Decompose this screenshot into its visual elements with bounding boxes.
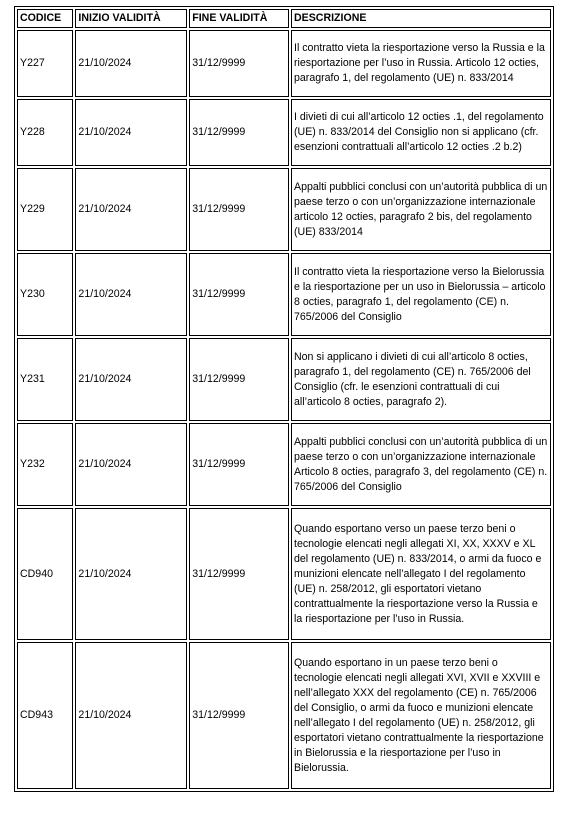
cell-start: 21/10/2024 bbox=[75, 30, 187, 97]
cell-start: 21/10/2024 bbox=[75, 168, 187, 251]
table-row bbox=[17, 168, 551, 251]
table-row bbox=[17, 253, 551, 336]
cell-description: Il contratto vieta la riesportazione verso la Bielorussia e la riesportazione per un uso in Bielorussia – articolo 8 octies, paragrafo 1, del regolamento (CE) n. 765/2006 del Consiglio bbox=[291, 253, 551, 336]
header-code: CODICE bbox=[17, 9, 73, 28]
cell-end: 31/12/9999 bbox=[189, 423, 289, 506]
cell-end: 31/12/9999 bbox=[189, 99, 289, 166]
cell-start: 21/10/2024 bbox=[75, 508, 187, 640]
cell-end: 31/12/9999 bbox=[189, 508, 289, 640]
cell-start: 21/10/2024 bbox=[75, 253, 187, 336]
cell-code: Y227 bbox=[17, 30, 73, 97]
cell-description: Quando esportano verso un paese terzo beni o tecnologie elencati negli allegati XI, XX, XXXV e XL del regolamento (UE) n. 833/2014, o armi da fuoco e munizioni elencate nell’allegato I del regolamento (UE) n. 258/2012, gli esportatori vietano contrattualmente la riesportazione verso la Russia e la riesportazione per l’uso in Russia. bbox=[291, 508, 551, 640]
cell-end: 31/12/9999 bbox=[189, 338, 289, 421]
table-row bbox=[17, 30, 551, 97]
cell-end: 31/12/9999 bbox=[189, 168, 289, 251]
cell-start: 21/10/2024 bbox=[75, 423, 187, 506]
cell-description: Appalti pubblici conclusi con un’autorità pubblica di un paese terzo o con un’organizzazione internazionale Articolo 8 octies, paragrafo 3, del regolamento (CE) n. 765/2006 del Consiglio bbox=[291, 423, 551, 506]
cell-start: 21/10/2024 bbox=[75, 642, 187, 789]
cell-code: Y229 bbox=[17, 168, 73, 251]
header-start-validity: INIZIO VALIDITÀ bbox=[75, 9, 187, 28]
header-row bbox=[17, 9, 551, 28]
cell-description: I divieti di cui all’articolo 12 octies .1, del regolamento (UE) n. 833/2014 del Consiglio non si applicano (cfr. esenzioni contrattuali all’articolo 12 octies .2 b.2) bbox=[291, 99, 551, 166]
cell-code: CD943 bbox=[17, 642, 73, 789]
cell-description: Il contratto vieta la riesportazione verso la Russia e la riesportazione per l’uso in Russia. Articolo 12 octies, paragrafo 1, del regolamento (UE) n. 833/2014 bbox=[291, 30, 551, 97]
cell-end: 31/12/9999 bbox=[189, 642, 289, 789]
header-description: DESCRIZIONE bbox=[291, 9, 551, 28]
header-end-validity: FINE VALIDITÀ bbox=[189, 9, 289, 28]
table-row bbox=[17, 642, 551, 789]
table-row bbox=[17, 338, 551, 421]
cell-description: Non si applicano i divieti di cui all’articolo 8 octies, paragrafo 1, del regolamento (CE) n. 765/2006 del Consiglio (cfr. le esenzioni contrattuali di cui all’articolo 8 octies, paragrafo 2). bbox=[291, 338, 551, 421]
cell-code: Y232 bbox=[17, 423, 73, 506]
table-row bbox=[17, 423, 551, 506]
cell-start: 21/10/2024 bbox=[75, 99, 187, 166]
cell-code: Y228 bbox=[17, 99, 73, 166]
cell-code: CD940 bbox=[17, 508, 73, 640]
cell-code: Y230 bbox=[17, 253, 73, 336]
cell-start: 21/10/2024 bbox=[75, 338, 187, 421]
cell-end: 31/12/9999 bbox=[189, 30, 289, 97]
cell-end: 31/12/9999 bbox=[189, 253, 289, 336]
codes-table bbox=[14, 6, 554, 792]
table-row bbox=[17, 99, 551, 166]
cell-description: Quando esportano in un paese terzo beni o tecnologie elencati negli allegati XVI, XVII e XXVIII e nell’allegato XXX del regolamento (CE) n. 765/2006 del Consiglio, o armi da fuoco e munizioni elencate nell’allegato I del regolamento (UE) n. 258/2012, gli esportatori vietano contrattualmente la riesportazione in Bielorussia e la riesportazione per l’uso in Bielorussia. bbox=[291, 642, 551, 789]
cell-description: Appalti pubblici conclusi con un’autorità pubblica di un paese terzo o con un’organizzazione internazionale articolo 12 octies, paragrafo 2 bis, del regolamento (UE) 833/2014 bbox=[291, 168, 551, 251]
cell-code: Y231 bbox=[17, 338, 73, 421]
table-row bbox=[17, 508, 551, 640]
